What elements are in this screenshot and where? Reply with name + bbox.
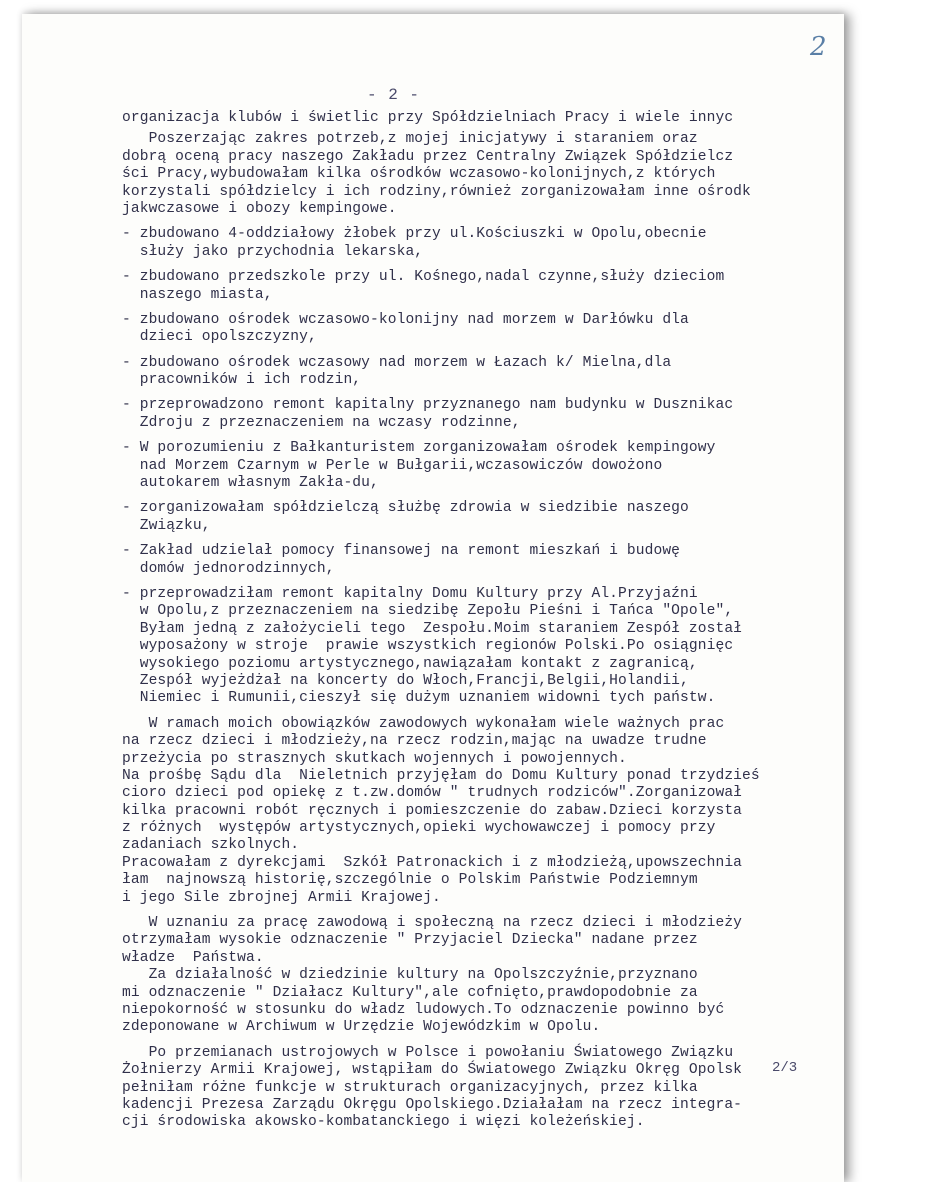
text-line: nad Morzem Czarnym w Perle w Bułgarii,wczasowiczów dowożono <box>122 457 663 474</box>
text-line: dobrą oceną pracy naszego Zakładu przez Centralny Związek Spółdzielcz <box>122 148 734 165</box>
text-line: kilka pracowni robót ręcznych i pomieszczenie do zabaw.Dzieci korzysta <box>122 802 743 819</box>
text-line: łam najnowszą historię,szczególnie o Polskim Państwie Podziemnym <box>122 872 698 889</box>
text-line: domów jednorodzinnych, <box>122 560 335 577</box>
text-line: pracowników i ich rodzin, <box>122 372 362 389</box>
paragraph-gap <box>122 907 844 915</box>
text-line: kadencji Prezesa Zarządu Okręgu Opolskiego.Działałam na rzecz integra- <box>122 1096 743 1113</box>
text-line: - przeprowadziłam remont kapitalny Domu Kultury przy Al.Przyjaźni <box>122 585 698 602</box>
footer-page-reference: 2/3 <box>772 1060 798 1076</box>
text-line: na rzecz dzieci i młodzieży,na rzecz rodzin,mając na uwadze trudne <box>122 733 707 750</box>
paragraph-gap <box>122 432 844 440</box>
text-line: - zbudowano ośrodek wczasowo-kolonijny nad morzem w Darłówku dla <box>122 311 689 328</box>
text-line: w Opolu,z przeznaczeniem na siedzibę Zepołu Pieśni i Tańca "Opole", <box>122 603 734 620</box>
paragraph <box>122 110 844 127</box>
text-line: zdeponowane w Archiwum w Urzędzie Wojewódzkim w Opolu. <box>122 1019 601 1036</box>
paragraph <box>122 716 844 907</box>
paragraph <box>122 269 844 304</box>
text-line: organizacja klubów i świetlic przy Spółdzielniach Pracy i wiele innyc <box>122 110 734 126</box>
document-body <box>122 110 844 1132</box>
paragraph <box>122 586 844 708</box>
text-line: Związku, <box>122 517 211 534</box>
text-line: ści Pracy,wybudowałam kilka ośrodków wczasowo-kolonijnych,z których <box>122 166 716 183</box>
paragraph-gap <box>122 218 844 226</box>
paragraph <box>122 312 844 347</box>
paragraph-gap <box>122 1037 844 1045</box>
paragraph <box>122 543 844 578</box>
text-line: zadaniach szkolnych. <box>122 837 300 854</box>
text-line: przeżycia po strasznych skutkach wojennych i powojennych. <box>122 750 627 767</box>
paragraph <box>122 226 844 261</box>
text-line: cji środowiska akowsko-kombatanckiego i więzi koleżeńskiej. <box>122 1114 645 1131</box>
paragraph-gap <box>122 304 844 312</box>
text-line: Po przemianach ustrojowych w Polsce i powołaniu Światowego Związku <box>122 1044 734 1061</box>
paragraph <box>122 131 844 218</box>
text-line: W uznaniu za pracę zawodową i społeczną na rzecz dzieci i młodzieży <box>122 915 743 932</box>
paragraph <box>122 355 844 390</box>
paragraph-gap <box>122 261 844 269</box>
text-line: cioro dzieci pod opiekę z t.zw.domów " trudnych rodziców".Zorganizował <box>122 785 743 802</box>
text-line: i jego Sile zbrojnej Armii Krajowej. <box>122 889 441 906</box>
text-line: - W porozumieniu z Bałkanturistem zorganizowałam ośrodek kempingowy <box>122 440 716 457</box>
text-line: pełniłam różne funkcje w strukturach organizacyjnych, przez kilka <box>122 1079 698 1096</box>
paragraph <box>122 500 844 535</box>
text-line: władze Państwa. <box>122 949 264 966</box>
paragraph <box>122 440 844 492</box>
text-line: - Zakład udzielał pomocy finansowej na remont mieszkań i budowę <box>122 543 681 560</box>
paragraph-gap <box>122 578 844 586</box>
paragraph-gap <box>122 389 844 397</box>
text-line: mi odznaczenie " Działacz Kultury",ale cofnięto,prawdopodobnie za <box>122 984 698 1001</box>
text-line: - zbudowano przedszkole przy ul. Kośnego,nadal czynne,służy dzieciom <box>122 269 725 286</box>
text-line: Żołnierzy Armii Krajowej, wstąpiłam do Światowego Związku Okręg Opolsk <box>122 1062 743 1079</box>
text-line: z różnych występów artystycznych,opieki wychowawczej i pomocy przy <box>122 820 716 837</box>
paragraph <box>122 1045 844 1132</box>
text-line: służy jako przychodnia lekarska, <box>122 243 424 260</box>
text-line: Niemiec i Rumunii,cieszył się dużym uznaniem widowni tych państw. <box>122 690 716 707</box>
document-page <box>22 14 844 1182</box>
text-line: Poszerzając zakres potrzeb,z mojej inicjatywy i staraniem oraz <box>122 131 698 148</box>
paragraph-gap <box>122 492 844 500</box>
page-number: - 2 - <box>367 86 421 104</box>
text-line: Za działalność w dziedzinie kultury na Opolszczyźnie,przyznano <box>122 967 698 984</box>
text-line: korzystali spółdzielcy i ich rodziny,również zorganizowałam inne ośrodk <box>122 183 751 200</box>
text-line: Zdroju z przeznaczeniem na wczasy rodzinne, <box>122 414 521 431</box>
text-line: wyposażony w stroje prawie wszystkich regionów Polski.Po osiągnięc <box>122 638 734 655</box>
handwritten-page-number: 2 <box>810 32 827 62</box>
text-line: autokarem własnym Zakła-du, <box>122 475 379 492</box>
text-line: otrzymałam wysokie odznaczenie " Przyjaciel Dziecka" nadane przez <box>122 932 698 949</box>
text-line: Pracowałam z dyrekcjami Szkół Patronackich i z młodzieżą,upowszechnia <box>122 854 743 871</box>
paragraph-gap <box>122 347 844 355</box>
text-line: W ramach moich obowiązków zawodowych wykonałam wiele ważnych prac <box>122 715 725 732</box>
text-line: dzieci opolszczyzny, <box>122 329 317 346</box>
text-line: - przeprowadzono remont kapitalny przyznanego nam budynku w Dusznikac <box>122 397 734 414</box>
text-line: - zbudowano ośrodek wczasowy nad morzem w Łazach k/ Mielna,dla <box>122 354 672 371</box>
text-line: jakwczasowe i obozy kempingowe. <box>122 200 397 217</box>
paragraph-gap <box>122 708 844 716</box>
text-line: - zbudowano 4-oddziałowy żłobek przy ul.Kościuszki w Opolu,obecnie <box>122 226 707 243</box>
text-line: Zespół wyjeżdżał na koncerty do Włoch,Francji,Belgii,Holandii, <box>122 672 689 689</box>
text-line: - zorganizowałam spółdzielczą służbę zdrowia w siedzibie naszego <box>122 500 689 517</box>
text-line: naszego miasta, <box>122 286 273 303</box>
paragraph <box>122 397 844 432</box>
text-line: niepokorność w stosunku do władz ludowych.To odznaczenie powinno być <box>122 1001 725 1018</box>
paragraph <box>122 915 844 1037</box>
text-line: wysokiego poziomu artystycznego,nawiązałam kontakt z zagranicą, <box>122 655 698 672</box>
text-line: Na prośbę Sądu dla Nieletnich przyjęłam do Domu Kultury ponad trzydzieś <box>122 767 760 784</box>
paragraph-gap <box>122 535 844 543</box>
text-line: Byłam jedną z założycieli tego Zespołu.Moim staraniem Zespół został <box>122 620 743 637</box>
